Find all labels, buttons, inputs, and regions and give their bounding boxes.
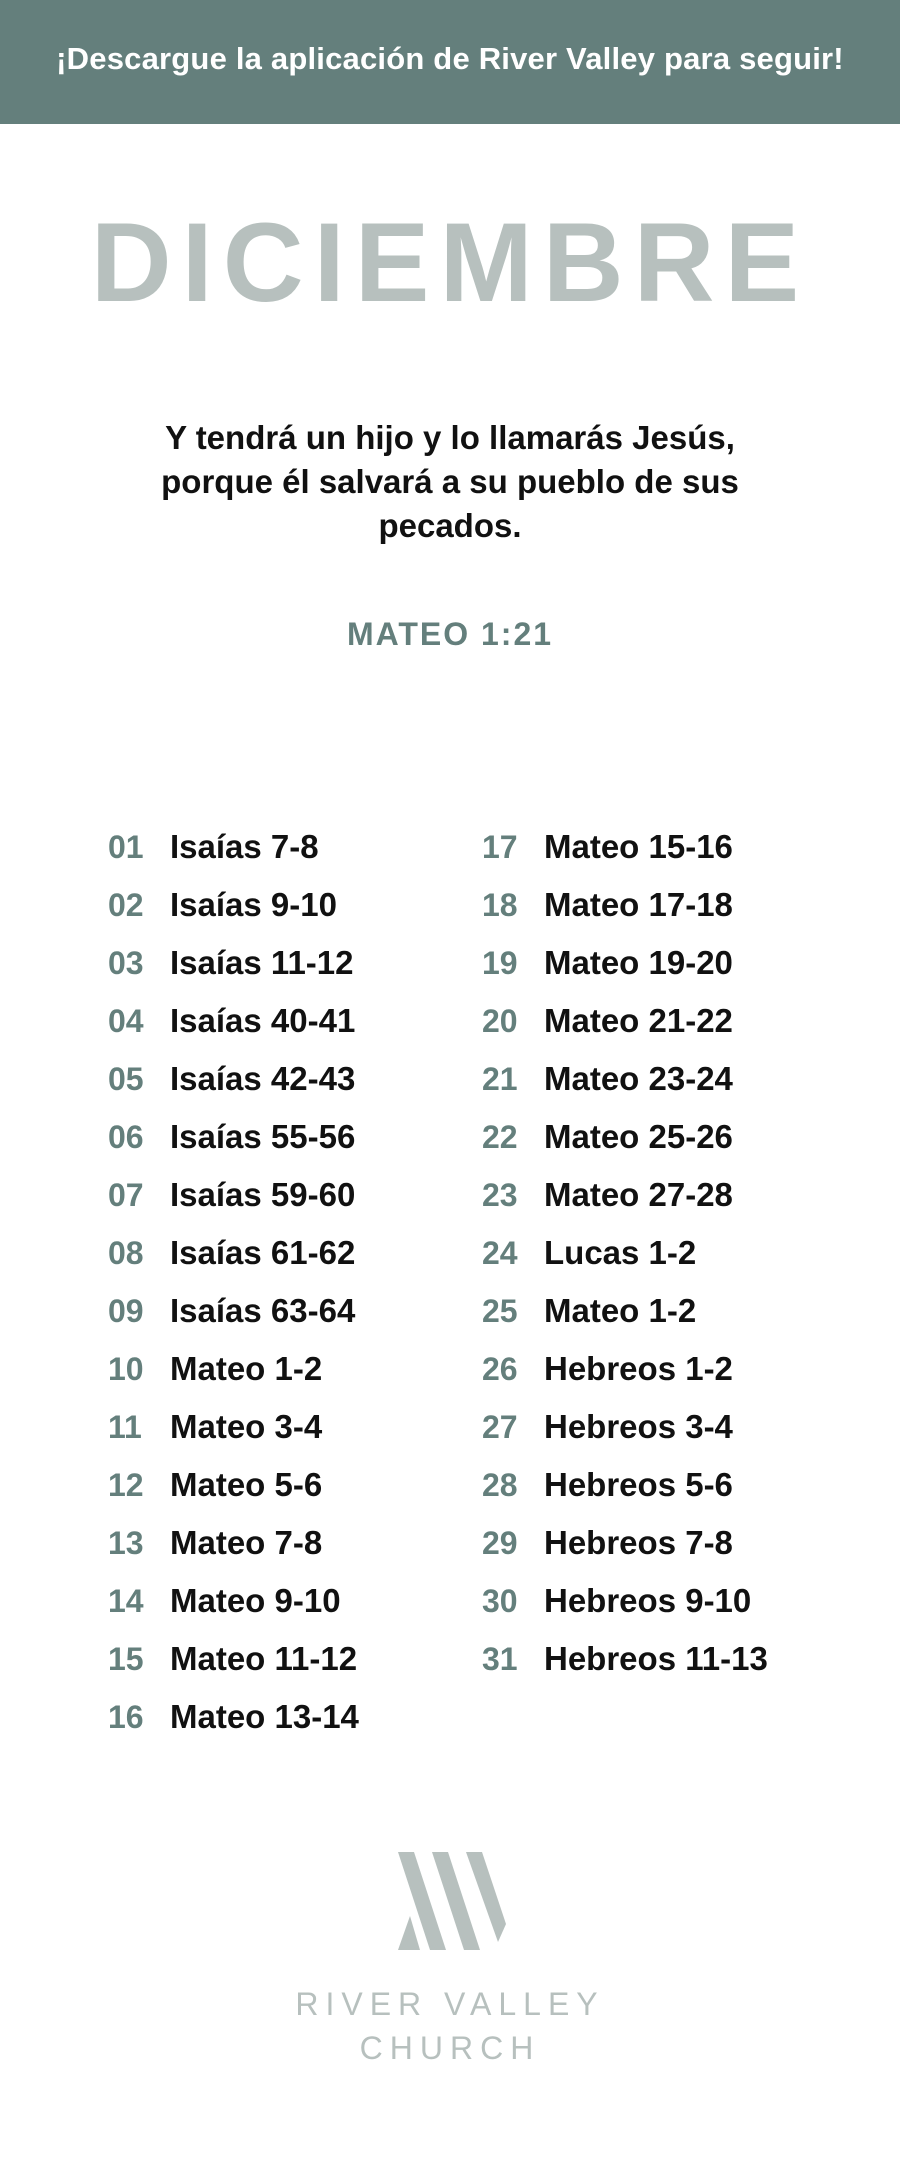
reading-passage: Mateo 13-14	[170, 1698, 359, 1735]
reading-passage: Mateo 3-4	[170, 1408, 323, 1445]
reading-day: 12	[108, 1466, 144, 1503]
reading-passage: Lucas 1-2	[544, 1234, 697, 1271]
reading-day: 22	[482, 1118, 518, 1155]
reading-row	[482, 876, 768, 934]
reading-day: 31	[482, 1640, 518, 1677]
reading-passage: Isaías 40-41	[170, 1002, 356, 1039]
reading-row	[108, 1050, 359, 1108]
reading-passage: Isaías 7-8	[170, 828, 319, 865]
reading-passage: Mateo 19-20	[544, 944, 733, 981]
reading-passage: Isaías 11-12	[170, 944, 354, 981]
reading-day: 06	[108, 1118, 144, 1155]
reading-passage: Mateo 1-2	[544, 1292, 697, 1329]
reading-day: 23	[482, 1176, 518, 1213]
reading-day: 25	[482, 1292, 518, 1329]
reading-row	[482, 1340, 768, 1398]
river-valley-logo-icon	[396, 1852, 508, 1950]
reading-passage: Mateo 7-8	[170, 1524, 323, 1561]
reading-passage: Isaías 55-56	[170, 1118, 356, 1155]
reading-row	[108, 1224, 359, 1282]
download-app-banner[interactable]	[0, 0, 900, 124]
reading-row	[482, 1398, 768, 1456]
reading-day: 27	[482, 1408, 518, 1445]
reading-passage: Mateo 1-2	[170, 1350, 323, 1387]
reading-day: 20	[482, 1002, 518, 1039]
reading-day: 10	[108, 1350, 144, 1387]
reading-passage: Mateo 15-16	[544, 828, 733, 865]
reading-day: 05	[108, 1060, 144, 1097]
verse-reference: MATEO 1:21	[346, 616, 554, 652]
reading-passage: Hebreos 1-2	[544, 1350, 733, 1387]
church-name-line1: RIVER VALLEY	[295, 1986, 605, 2022]
church-name-line2: CHURCH	[359, 2030, 541, 2066]
reading-day: 08	[108, 1234, 144, 1271]
reading-passage: Mateo 27-28	[544, 1176, 733, 1213]
reading-row	[482, 1456, 768, 1514]
reading-row	[482, 1514, 768, 1572]
reading-row	[482, 1166, 768, 1224]
reading-day: 07	[108, 1176, 144, 1213]
reading-row	[108, 1108, 359, 1166]
reading-passage: Mateo 9-10	[170, 1582, 341, 1619]
reading-day: 28	[482, 1466, 518, 1503]
reading-row	[108, 1166, 359, 1224]
reading-passage: Hebreos 9-10	[544, 1582, 752, 1619]
reading-day: 21	[482, 1060, 518, 1097]
reading-plan-left-column	[108, 818, 359, 1746]
reading-passage: Hebreos 11-13	[544, 1640, 768, 1677]
reading-passage: Mateo 25-26	[544, 1118, 733, 1155]
reading-day: 26	[482, 1350, 518, 1387]
reading-passage: Isaías 42-43	[170, 1060, 356, 1097]
reading-passage: Mateo 21-22	[544, 1002, 733, 1039]
reading-day: 30	[482, 1582, 518, 1619]
reading-row	[108, 1282, 359, 1340]
reading-row	[482, 1572, 768, 1630]
reading-day: 24	[482, 1234, 518, 1271]
reading-passage: Isaías 63-64	[170, 1292, 356, 1329]
reading-plan-right-column	[482, 818, 768, 1688]
banner-text: ¡Descargue la aplicación de River Valley para seguir!	[56, 41, 844, 76]
reading-row	[482, 934, 768, 992]
reading-day: 01	[108, 828, 144, 865]
reading-day: 13	[108, 1524, 144, 1561]
reading-row	[108, 1688, 359, 1746]
reading-row	[108, 1456, 359, 1514]
reading-row	[108, 876, 359, 934]
reading-passage: Mateo 11-12	[170, 1640, 358, 1677]
reading-passage: Isaías 59-60	[170, 1176, 356, 1213]
reading-day: 18	[482, 886, 518, 923]
reading-row	[108, 818, 359, 876]
reading-row	[108, 992, 359, 1050]
reading-row	[482, 992, 768, 1050]
reading-day: 09	[108, 1292, 144, 1329]
reading-passage: Mateo 17-18	[544, 886, 733, 923]
reading-day: 03	[108, 944, 144, 981]
reading-day: 17	[482, 828, 518, 865]
reading-passage: Hebreos 5-6	[544, 1466, 733, 1503]
reading-day: 02	[108, 886, 144, 923]
reading-passage: Isaías 9-10	[170, 886, 337, 923]
reading-day: 29	[482, 1524, 518, 1561]
reading-row	[482, 818, 768, 876]
reading-row	[108, 1572, 359, 1630]
reading-row	[482, 1050, 768, 1108]
reading-passage: Hebreos 7-8	[544, 1524, 733, 1561]
reading-row	[108, 1398, 359, 1456]
reading-row	[482, 1108, 768, 1166]
reading-day: 14	[108, 1582, 144, 1619]
reading-row	[482, 1224, 768, 1282]
reading-row	[108, 1340, 359, 1398]
reading-passage: Isaías 61-62	[170, 1234, 356, 1271]
reading-day: 04	[108, 1002, 144, 1039]
reading-row	[108, 1630, 359, 1688]
reading-day: 19	[482, 944, 518, 981]
reading-passage: Mateo 23-24	[544, 1060, 733, 1097]
reading-row	[108, 1514, 359, 1572]
reading-day: 16	[108, 1698, 144, 1735]
reading-row	[108, 934, 359, 992]
reading-passage: Mateo 5-6	[170, 1466, 323, 1503]
reading-row	[482, 1282, 768, 1340]
reading-passage: Hebreos 3-4	[544, 1408, 733, 1445]
verse-text: Y tendrá un hijo y lo llamarás Jesús, porque él salvará a su pueblo de sus pecados.	[161, 419, 739, 544]
reading-day: 15	[108, 1640, 144, 1677]
reading-row	[482, 1630, 768, 1688]
month-title: DICIEMBRE	[90, 200, 810, 325]
reading-day: 11	[108, 1408, 142, 1445]
